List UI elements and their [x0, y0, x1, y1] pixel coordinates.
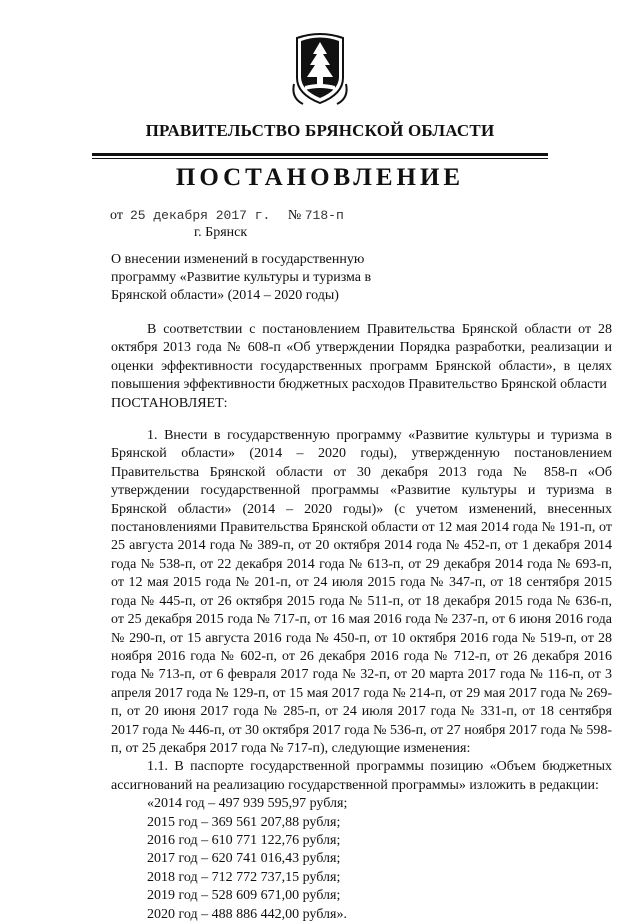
date-number-line [110, 208, 344, 224]
budget-amount-item: 2019 год – 528 609 671,00 рубля; [147, 888, 341, 904]
document-subject [111, 251, 411, 305]
document-date: 25 декабря 2017 г. [129, 208, 271, 223]
date-prefix: от [110, 208, 123, 223]
preamble-paragraph: В соответствии с постановлением Правительства Брянской области от 28 октября 2013 года № 608-п «Об утверждении Порядка разработки, реализации и оценки эффективности государственных программ Брянской области», в целях повышения эффективности бюджетных расходов Правительство Брянской области [111, 322, 612, 393]
subject-line: О внесении изменений в государственную [111, 252, 365, 267]
bryansk-coat-of-arms-icon [291, 28, 349, 108]
subject-line: программу «Развитие культуры и туризма в [111, 270, 372, 285]
header-divider-thin [92, 158, 548, 159]
document-body [111, 321, 612, 924]
item-1-paragraph: 1. Внести в государственную программу «Развитие культуры и туризма в Брянской области» (2014 – 2020 годы), утвержденную постановлением Правительства Брянской области от 30 декабря 2013 года № 858-п «Об утверждении государственной программы «Развитие культуры и туризма в Брянской области» (2014 – 2020 годы)» (с учетом изменений, внесенных постановлениями Правительства Брянской области от 12 мая 2014 года № 191-п, от 25 августа 2014 года № 389-п, от 20 октября 2014 года № 452-п, от 1 декабря 2014 года № 538-п, от 22 декабря 2014 года № 613-п, от 29 декабря 2014 года № 693-п, от 12 мая 2015 года № 201-п, от 24 июля 2015 года № 347-п, от 18 сентября 2015 года № 445-п, от 26 октября 2015 года № 511-п, от 18 декабря 2015 года № 636-п, от 25 декабря 2015 года № 717-п, от 16 мая 2016 года № 237-п, от 6 июня 2016 года № 290-п, от 15 августа 2016 года № 450-п, от 10 октября 2016 года № 519-п, от 28 ноября 2016 года № 602-п, от 26 декабря 2016 года № 712-п, от 26 декабря 2016 года № 713-п, от 6 февраля 2017 года № 32-п, от 20 марта 2017 года № 116-п, от 3 апреля 2017 года № 129-п, от 15 мая 2017 года № 214-п, от 29 мая 2017 года № 269-п, от 20 июня 2017 года № 285-п, от 24 июля 2017 года № 331-п, от 18 сентября 2017 года № 446-п, от 30 октября 2017 года № 536-п, от 27 ноября 2017 года № 598-п, от 25 декабря 2017 года № 717-п), следующие изменения: [111, 428, 612, 756]
header-divider-thick [92, 153, 548, 156]
document-number: 718-п [304, 208, 344, 223]
budget-amount-item: 2018 год – 712 772 737,15 рубля; [147, 869, 341, 885]
document-city: г. Брянск [194, 225, 248, 240]
budget-amount-item: 2020 год – 488 886 442,00 рубля». [147, 906, 347, 922]
budget-amount-item: 2015 год – 369 561 207,88 рубля; [147, 814, 341, 830]
budget-amount-item: 2016 год – 610 771 122,76 рубля; [147, 832, 341, 848]
document-type-title: ПОСТАНОВЛЕНИЕ [175, 164, 465, 191]
organization-title: ПРАВИТЕЛЬСТВО БРЯНСКОЙ ОБЛАСТИ [145, 121, 495, 140]
subject-line: Брянской области» (2014 – 2020 годы) [111, 288, 339, 303]
budget-amount-item: 2017 год – 620 741 016,43 рубля; [147, 851, 341, 867]
decree-word: ПОСТАНОВЛЯЕТ: [111, 395, 228, 411]
item-1-1-paragraph: 1.1. В паспорте государственной программы позицию «Объем бюджетных ассигнований на реализацию государственной программы» изложить в редакции: [111, 759, 612, 793]
number-prefix: № [287, 208, 302, 223]
budget-amount-item: «2014 год – 497 939 595,97 рубля; [147, 796, 348, 812]
